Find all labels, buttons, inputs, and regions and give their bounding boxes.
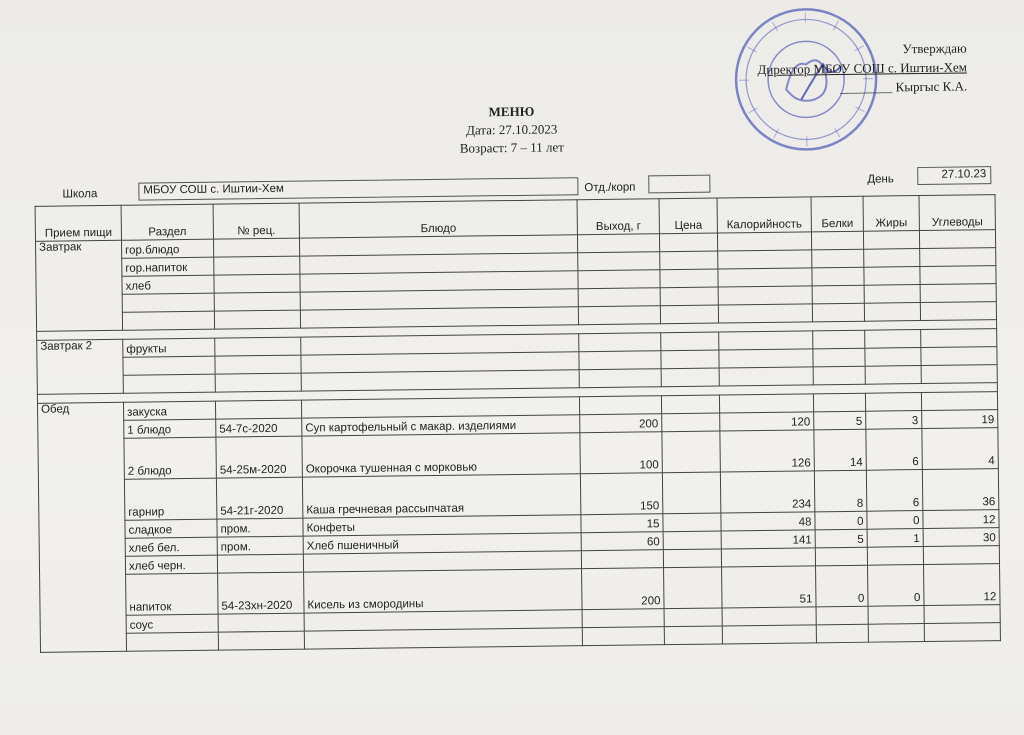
section-cell: гор.напиток	[122, 257, 214, 276]
fat-cell: 6	[866, 470, 922, 512]
approval-director: Директор МБОУ СОШ с. Иштии-Хем	[757, 59, 968, 78]
approval-title: Утверждаю	[902, 40, 967, 57]
yield-cell: 60	[581, 532, 663, 551]
fat-cell: 1	[867, 529, 923, 548]
dish-cell: Кисель из смородины	[304, 569, 582, 613]
meal-cell: Завтрак 2	[37, 339, 124, 394]
document-age: Возраст: 7 – 11 лет	[459, 139, 565, 156]
price-cell	[663, 513, 721, 532]
document-title: МЕНЮ	[488, 103, 535, 120]
dish-cell: Каша гречневая рассыпчатая	[302, 474, 580, 518]
col-header: Блюдо	[299, 200, 577, 238]
dish-cell: Хлеб пшеничный	[303, 533, 581, 554]
section-cell: соус	[126, 614, 218, 633]
dish-cell: Окорочка тушенная с морковью	[302, 433, 580, 477]
col-header: Цена	[659, 198, 717, 234]
yield-cell: 150	[580, 473, 662, 515]
protein-cell: 0	[815, 511, 867, 530]
recipe-cell: 54-23хн-2020	[218, 572, 304, 614]
meal-cell: Обед	[37, 402, 126, 652]
col-header: Раздел	[121, 204, 213, 240]
section-cell: закуска	[123, 401, 215, 420]
fat-cell: 3	[866, 411, 922, 430]
menu-sheet	[10, 0, 1018, 656]
dish-cell: Суп картофельный с макар. изделиями	[302, 415, 580, 436]
section-cell: хлеб бел.	[125, 537, 217, 556]
section-cell: сладкое	[125, 519, 217, 538]
yield-cell: 15	[581, 514, 663, 533]
section-cell: 1 блюдо	[124, 419, 216, 438]
price-cell	[662, 431, 720, 473]
price-cell	[664, 567, 722, 609]
col-header: Углеводы	[919, 195, 995, 231]
calories-cell: 234	[720, 471, 814, 513]
fat-cell: 0	[868, 565, 924, 607]
fat-cell: 6	[866, 429, 922, 471]
dept-label: Отд./корп	[584, 181, 636, 195]
section-cell: хлеб	[122, 275, 214, 294]
calories-cell: 141	[721, 530, 815, 549]
protein-cell: 5	[815, 529, 867, 548]
yield-cell: 200	[580, 414, 662, 433]
dept-field	[648, 175, 710, 194]
col-header: Калорийность	[717, 197, 811, 233]
section-cell: фрукты	[123, 338, 215, 357]
carbs-cell: 12	[923, 510, 999, 529]
recipe-cell: пром.	[217, 518, 303, 537]
col-header: Прием пищи	[35, 205, 121, 241]
section-cell: хлеб черн.	[125, 555, 217, 574]
section-cell: напиток	[126, 573, 218, 615]
document-date: Дата: 27.10.2023	[465, 121, 558, 138]
protein-cell: 0	[816, 565, 868, 607]
recipe-cell: 54-25м-2020	[216, 436, 302, 478]
protein-cell: 8	[814, 470, 866, 512]
menu-table	[35, 194, 1001, 653]
section-cell: гарнир	[124, 478, 216, 520]
col-header: Выход, г	[577, 199, 659, 235]
calories-cell: 51	[722, 566, 816, 608]
protein-cell: 14	[814, 429, 866, 471]
calories-cell: 126	[720, 430, 814, 472]
day-label: День	[867, 173, 894, 186]
section-cell: 2 блюдо	[124, 437, 216, 479]
dish-cell: Конфеты	[303, 515, 581, 536]
price-cell	[662, 472, 720, 514]
day-field: 27.10.23	[917, 166, 991, 185]
col-header: Жиры	[863, 196, 919, 232]
carbs-cell: 4	[922, 428, 998, 470]
school-field: МБОУ СОШ с. Иштии-Хем	[138, 177, 578, 200]
carbs-cell: 30	[923, 528, 999, 547]
protein-cell: 5	[814, 411, 866, 430]
col-header: Белки	[811, 196, 863, 232]
recipe-cell: 54-7с-2020	[216, 418, 302, 437]
price-cell	[663, 531, 721, 550]
fat-cell: 0	[867, 511, 923, 530]
meal-cell: Завтрак	[36, 240, 123, 331]
recipe-cell: 54-21г-2020	[216, 477, 302, 519]
price-cell	[662, 413, 720, 432]
carbs-cell: 12	[924, 564, 1000, 606]
recipe-cell: пром.	[217, 536, 303, 555]
approval-signature-name: ________ Кыргыс К.А.	[840, 78, 968, 95]
calories-cell: 48	[721, 512, 815, 531]
carbs-cell: 19	[922, 410, 998, 429]
school-label: Школа	[62, 188, 98, 201]
carbs-cell: 36	[922, 469, 998, 511]
yield-cell: 100	[580, 432, 662, 474]
calories-cell: 120	[720, 412, 814, 431]
approval-block	[757, 38, 967, 98]
yield-cell: 200	[582, 568, 664, 610]
section-cell: гор.блюдо	[121, 239, 213, 258]
col-header: № рец.	[213, 203, 299, 239]
director-name: Кыргыс К.А.	[895, 78, 968, 95]
